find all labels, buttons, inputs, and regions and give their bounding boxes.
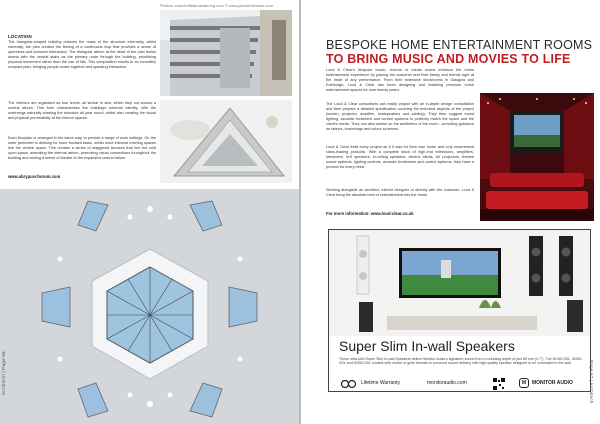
article-title-line-2: TO BRING MUSIC AND MOVIES TO LIFE [326,52,571,66]
more-info-link[interactable]: For more information: www.loud-clear.co.uk [326,211,414,216]
qr-code-icon[interactable] [493,378,505,390]
atrium-photo [0,189,299,424]
advert-website[interactable]: monitoraudio.com [427,380,467,386]
right-paragraph-4: Working alongside an architect, interior designer or directly with the customer, Loud & Clear bring the absolute best of entertainment into the home. [326,188,474,198]
cinema-illustration [480,93,594,221]
location-heading: LOCATION [8,34,32,39]
advert-copy: These ultra-slim Super Slim In-wall Speakers deliver Monitor Audio's signature sound from a mounting depth of just 68 mm (2.7"). The W150-SSL, W250-SSL and W350-SSL models with choice of grille formats to surround sound delivery with high-quality speaker designed to be concealed in the wall. [339,357,583,366]
advert-footer [329,376,590,392]
aerial-illustration [160,100,292,183]
left-paragraph-2: The interiors are organised as four levels, all similar in size, which step out around a central atrium. This form characterises the building's external identity, with the overhangs naturally shading the structure all year round, whilst also creating the visual and physical permeability at the interior spaces. [8,101,156,121]
advert-headline: Super Slim In-wall Speakers [339,338,515,354]
left-folio: Architech | Page 66 [1,351,6,395]
article-title-line-1: BESPOKE HOME ENTERTAINMENT ROOMS [326,38,593,52]
advert-room-illustration [329,230,591,336]
left-paragraph-1: The triangular-shaped building reduces the mass of the structure externally, whilst internally, the plan creates the feeling of a continuous loop that provides a sense of openness and inclusive interaction. The triangular atrium at the heart of the plan builds drama with the central stairs as the primary route through the building, prioritising physical movement rather than the use of lifts. This composition results in an incredibly compact plan, bringing people closer together and sparking interaction. [8,40,156,70]
lifetime-warranty-icon [339,379,359,389]
cinema-room-photo [480,93,594,221]
left-paragraph-3: Each floorplan is arranged in the same way, to provide a range of work settings. On the outer perimeter is desking for more focused tasks, whilst more informal meeting spaces line the central space. This creates a series of staggered terraces that line the void upon space, animating the internal atrium, promoting visual connections throughout the building and adding a sense of theatre to the expansive central atrium. [8,136,156,161]
advert-monitor-audio[interactable] [328,229,591,392]
left-page [0,0,299,424]
right-paragraph-3: Loud & Clear treat every project as if it was for their own home and only recommend class-leading products. With a complete stock of high-end televisions, amplifiers, streamers, hi-fi speakers, in-ceiling speakers, electric blinds, AV projectors, theatre sound systems, lighting controls, acoustic treatments and control systems, they have a product for every need. [326,145,474,170]
right-folio: Page 67 | Architech [589,360,594,404]
monitor-audio-logo: MONITOR AUDIO [532,380,573,386]
lifetime-warranty-label: Lifetime Warranty [361,380,400,386]
building-photo [160,10,292,96]
photo-credit: Photos: www.buffetandcatering.com © www.jaecheolhouse.com [160,3,273,8]
right-paragraph-2: The Loud & Clear consultants can easily project with an in-depth design consultation and then prepare a detailed specification covering the technical aspects of the project (screen, projector, amplifier, loudspeakers and cabling). They then suggest mood lighting, acoustic treatment and control systems to perfectly match the space and the client's needs. They can also advise on the aesthetics of the room – providing guidance on fabrics, furnishings and colour schemes. [326,102,474,132]
right-paragraph-1: Loud & Clear's bespoke music, cinema or media rooms enhance the home entertainment experience by placing the customer and their family and friends right at the heart of any performance. From their extensive showrooms in Glasgow and Edinburgh, Loud & Clear has been designing and installing premium home entertainment spaces for over twenty years. [326,68,474,93]
monitor-audio-logo-icon: M [519,378,529,388]
building-illustration [160,10,292,96]
website-link[interactable]: www.abrypuschorum.com [8,174,61,179]
atrium-illustration [0,189,299,424]
aerial-plan-photo [160,100,292,183]
